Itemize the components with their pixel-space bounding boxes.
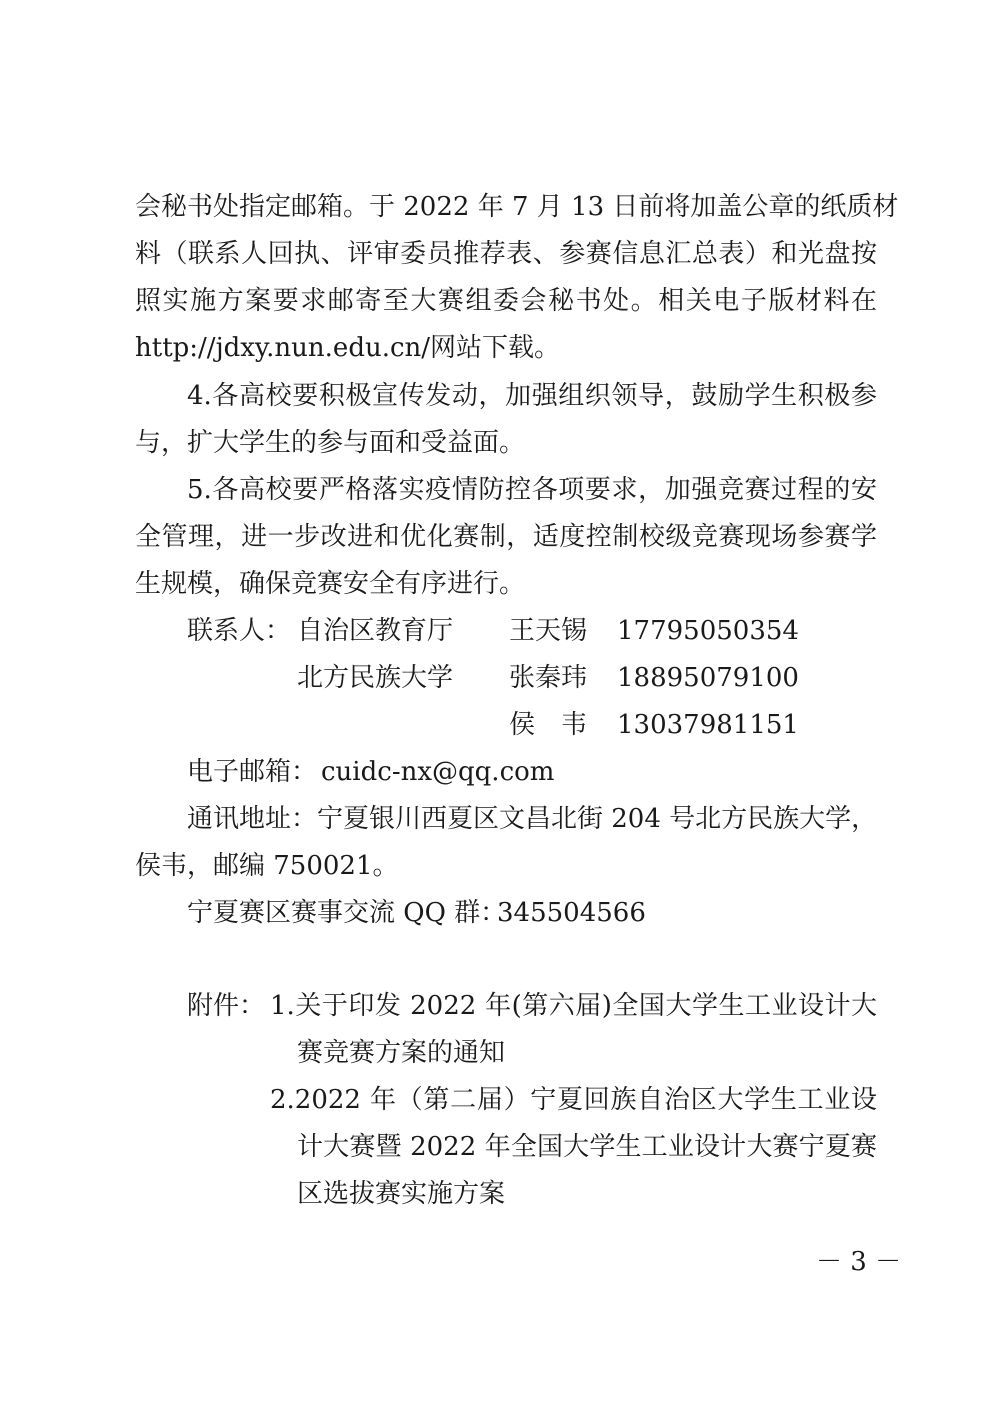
qq-label: 宁夏赛区赛事交流 QQ 群： (187, 898, 507, 928)
email-label: 电子邮箱： (187, 757, 318, 787)
contacts-label: 联系人： (187, 616, 292, 646)
address-line-2: 侯韦，邮编 750021。 (135, 851, 399, 881)
item-4-line-1: 4.各高校要积极宣传发动，加强组织领导，鼓励学生积极参 (187, 381, 877, 411)
item-5-line-1: 5.各高校要严格落实疫情防控各项要求，加强竞赛过程的安 (187, 475, 877, 505)
address-line-1: 通讯地址：宁夏银川西夏区文昌北街 204 号北方民族大学， (187, 804, 878, 834)
attachment-2-line-2: 计大赛暨 2022 年全国大学生工业设计大赛宁夏赛 (297, 1132, 877, 1162)
paragraph-1-line-1: 会秘书处指定邮箱。于 2022 年 7 月 13 日前将加盖公章的纸质材 (135, 192, 899, 222)
paragraph-1-line-4: http://jdxy.nun.edu.cn/网站下载。 (135, 333, 561, 363)
contact-2-phone: 18895079100 (617, 663, 799, 693)
contact-3-name: 侯 韦 (509, 710, 588, 740)
attachments-label: 附件： (187, 991, 266, 1021)
attachment-2-line-3: 区选拔赛实施方案 (297, 1179, 506, 1209)
paragraph-1-line-3: 照实施方案要求邮寄至大赛组委会秘书处。相关电子版材料在 (135, 286, 877, 316)
item-5-line-3: 生规模，确保竞赛安全有序进行。 (135, 569, 526, 599)
contact-2-org: 北方民族大学 (297, 663, 454, 693)
contact-1-phone: 17795050354 (617, 616, 799, 646)
contact-1-name: 王天锡 (509, 616, 588, 646)
attachment-1-line-2: 赛竞赛方案的通知 (297, 1038, 506, 1068)
contact-2-name: 张秦玮 (509, 663, 588, 693)
attachment-2-line-1: 2.2022 年（第二届）宁夏回族自治区大学生工业设 (270, 1085, 877, 1115)
qq-number: 345504566 (497, 898, 646, 928)
item-5-line-2: 全管理，进一步改进和优化赛制，适度控制校级竞赛现场参赛学 (135, 522, 877, 552)
attachment-1-line-1: 1.关于印发 2022 年(第六届)全国大学生工业设计大 (270, 991, 877, 1021)
contact-1-org: 自治区教育厅 (297, 616, 454, 646)
item-4-line-2: 与，扩大学生的参与面和受益面。 (135, 428, 526, 458)
paragraph-1-line-2: 料（联系人回执、评审委员推荐表、参赛信息汇总表）和光盘按 (135, 239, 877, 269)
contact-3-phone: 13037981151 (617, 710, 799, 740)
page-number: － 3 － (816, 1247, 902, 1277)
email-address[interactable]: cuidc-nx@qq.com (321, 757, 555, 787)
